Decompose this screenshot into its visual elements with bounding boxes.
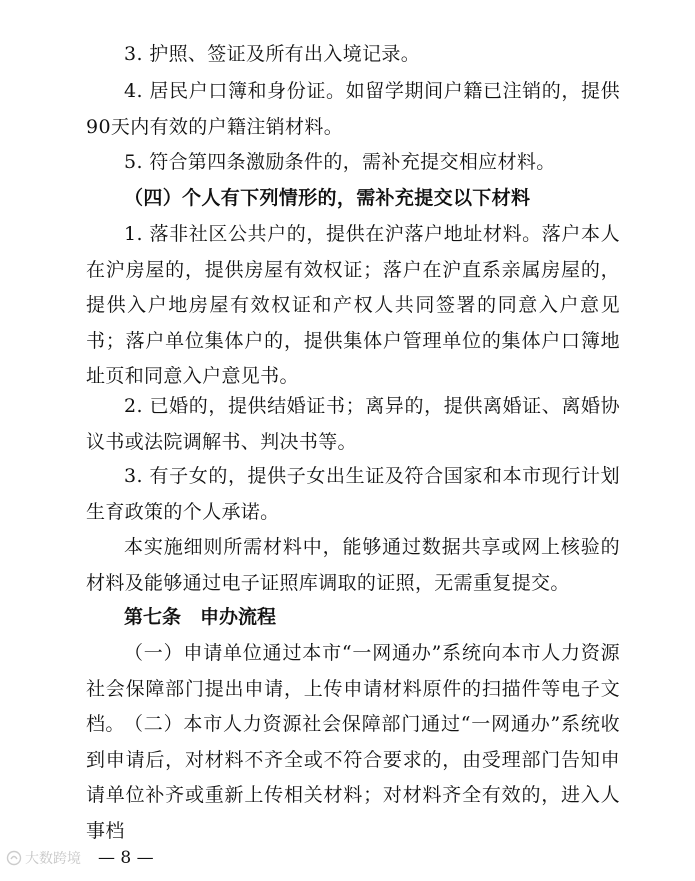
paragraph-hukou: 4. 居民户口簿和身份证。如留学期间户籍已注销的，提供90天内有效的户籍注销材料。 [86,80,620,138]
page-number: — 8 — [98,848,154,868]
paragraph-incentive: 5. 符合第四条激励条件的，需补充提交相应材料。 [124,151,556,173]
watermark [6,848,81,870]
paragraph-data-sharing: 本实施细则所需材料中，能够通过数据共享或网上核验的材料及能够通过电子证照库调取的证照，无需重复提交。 [86,536,620,594]
paragraph-passport: 3. 护照、签证及所有出入境记录。 [124,43,421,65]
paragraph-marriage: 2. 已婚的，提供结婚证书；离异的，提供离婚证、离婚协议书或法院调解书、判决书等。 [86,395,620,453]
section-heading-four: （四）个人有下列情形的，需补充提交以下材料 [124,187,531,209]
paragraph-step-two: （二）本市人力资源社会保障部门通过“一网通办”系统收到申请后，对材料不齐全或不符合要求的，由受理部门告知申请单位补齐或重新上传相关材料；对材料齐全有效的，进入人事档 [86,713,620,842]
paragraph-address: 1. 落非社区公共户的，提供在沪落户地址材料。落户本人在沪房屋的，提供房屋有效权证；落户在沪直系亲属房屋的，提供入户地房屋有效权证和产权人共同签署的同意入户意见书；落户单位集体户的，提供集体户管理单位的集体户口簿地址页和同意入户意见书。 [86,223,620,387]
paragraph-children: 3. 有子女的，提供子女出生证及符合国家和本市现行计划生育政策的个人承诺。 [86,465,620,523]
watermark-text: 大数跨境 [25,851,81,867]
watermark-logo-icon [6,850,22,866]
article-heading-seven: 第七条 申办流程 [124,606,277,628]
paragraph-step-one: （一）申请单位通过本市“一网通办”系统向本市人力资源社会保障部门提出申请，上传申请材料原件的扫描件等电子文档。 [86,642,620,735]
